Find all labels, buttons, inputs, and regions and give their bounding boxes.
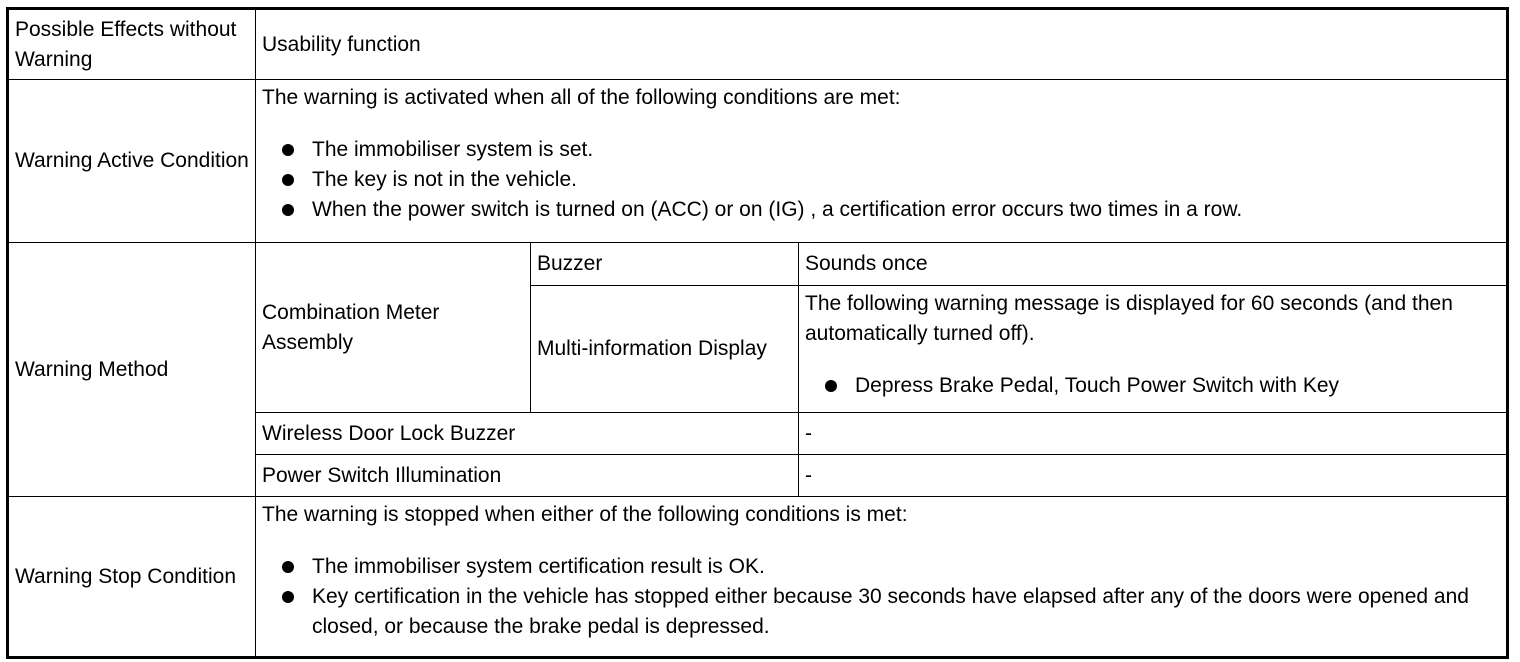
table-row bbox=[8, 243, 1508, 286]
door-buzzer-value: - bbox=[799, 413, 1508, 455]
list-item: The immobiliser system certification result is OK. bbox=[280, 552, 1500, 582]
stop-intro: The warning is stopped when either of the following conditions is met: bbox=[262, 503, 908, 526]
meter-label: Combination Meter Assembly bbox=[256, 243, 531, 413]
effects-value: Usability function bbox=[256, 9, 1508, 80]
active-intro: The warning is activated when all of the following conditions are met: bbox=[262, 86, 901, 109]
door-buzzer-label: Wireless Door Lock Buzzer bbox=[256, 413, 799, 455]
illumination-label: Power Switch Illumination bbox=[256, 455, 799, 497]
mid-value bbox=[799, 286, 1508, 413]
mid-text: The following warning message is displayed for 60 seconds (and then automatically turned off). bbox=[805, 292, 1453, 345]
buzzer-label: Buzzer bbox=[531, 243, 799, 286]
mid-label: Multi-information Display bbox=[531, 286, 799, 413]
list-item: The immobiliser system is set. bbox=[280, 135, 1500, 165]
list-item: Depress Brake Pedal, Touch Power Switch with Key bbox=[823, 371, 1500, 401]
warning-spec-table bbox=[6, 7, 1509, 659]
row-label-method: Warning Method bbox=[8, 243, 256, 497]
stop-condition-list bbox=[262, 552, 1500, 642]
active-condition-list bbox=[262, 135, 1500, 225]
stop-condition-cell bbox=[256, 497, 1508, 658]
row-label-stop: Warning Stop Condition bbox=[8, 497, 256, 658]
table-row bbox=[8, 9, 1508, 80]
illumination-value: - bbox=[799, 455, 1508, 497]
table-row bbox=[8, 80, 1508, 243]
active-condition-cell bbox=[256, 80, 1508, 243]
list-item: The key is not in the vehicle. bbox=[280, 165, 1500, 195]
list-item: Key certification in the vehicle has stopped either because 30 seconds have elapsed after any of the doors were opened and closed, or because the brake pedal is depressed. bbox=[280, 582, 1500, 642]
mid-message-list bbox=[805, 371, 1500, 401]
row-label-active: Warning Active Condition bbox=[8, 80, 256, 243]
row-label-effects: Possible Effects without Warning bbox=[8, 9, 256, 80]
table-row bbox=[8, 497, 1508, 658]
buzzer-value: Sounds once bbox=[799, 243, 1508, 286]
list-item: When the power switch is turned on (ACC) or on (IG) , a certification error occurs two times in a row. bbox=[280, 195, 1500, 225]
